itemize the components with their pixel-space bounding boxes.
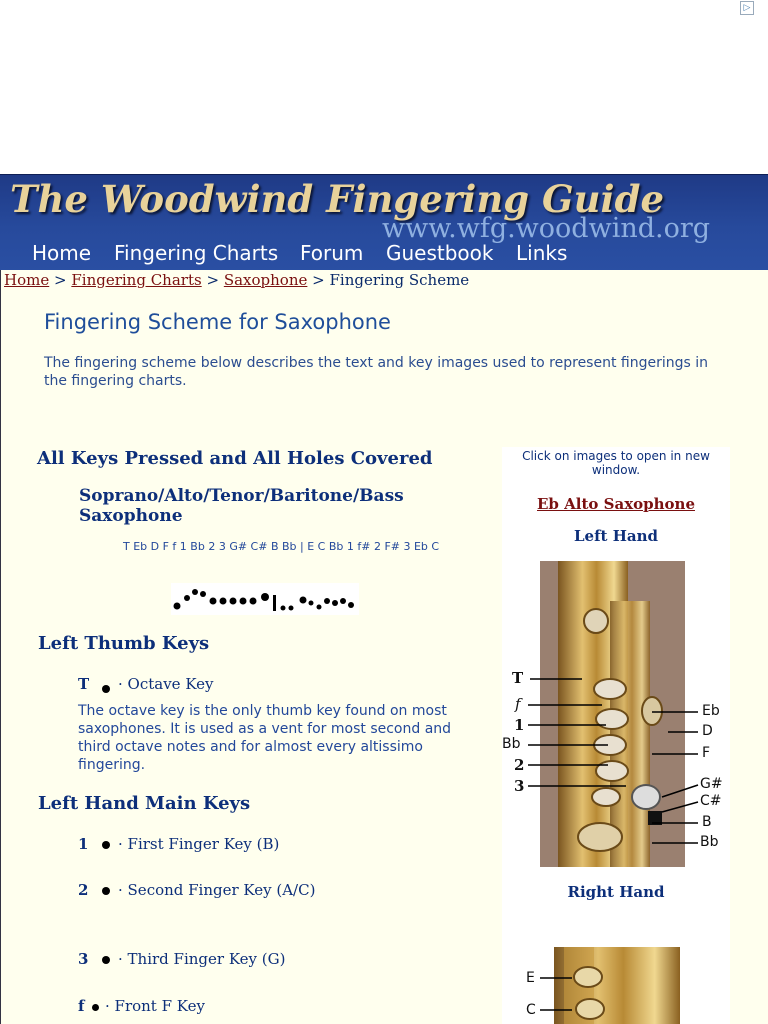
lh-label: B xyxy=(702,814,712,830)
lh-label: Bb xyxy=(502,736,521,752)
nav-forum[interactable]: Forum xyxy=(300,241,364,265)
right-hand-leader-lines xyxy=(502,967,730,1017)
key-label: 1 xyxy=(78,835,89,853)
key-first xyxy=(78,835,279,853)
page-title: Fingering Scheme for Saxophone xyxy=(44,310,391,334)
breadcrumb-separator: > xyxy=(54,271,67,289)
lh-label: f xyxy=(515,695,521,713)
key-desc: · Second Finger Key (A/C) xyxy=(118,881,316,899)
site-banner xyxy=(0,174,768,271)
rh-label: E xyxy=(526,970,535,986)
site-logo[interactable]: The Woodwind Fingering Guide xyxy=(10,177,664,221)
nav-links[interactable]: Links xyxy=(516,241,568,265)
fingering-strip-image xyxy=(171,583,359,615)
left-hand-leader-lines xyxy=(502,647,730,857)
lh-label: F xyxy=(702,745,711,761)
key-third xyxy=(78,950,285,968)
lh-label: G# xyxy=(700,776,723,792)
key-octave xyxy=(78,675,213,693)
key-second xyxy=(78,881,315,899)
lh-label: Bb xyxy=(700,834,719,850)
nav-guestbook[interactable]: Guestbook xyxy=(386,241,494,265)
key-desc: · Octave Key xyxy=(118,675,214,693)
left-hand-heading: Left Hand xyxy=(574,527,658,545)
key-dot-icon xyxy=(92,1004,99,1011)
lh-label: D xyxy=(702,723,713,739)
breadcrumb-separator: > xyxy=(206,271,220,289)
key-desc: · Front F Key xyxy=(105,997,205,1015)
breadcrumb-saxophone[interactable]: Saxophone xyxy=(223,271,308,289)
breadcrumb-current: Fingering Scheme xyxy=(329,271,470,289)
sidebar-link-alto-sax[interactable]: Eb Alto Saxophone xyxy=(537,495,695,513)
breadcrumb-separator: > xyxy=(312,271,325,289)
ad-choices-icon[interactable]: ▷ xyxy=(740,1,754,15)
lh-label: 3 xyxy=(514,777,525,795)
lh-label: C# xyxy=(700,793,722,809)
breadcrumb-home[interactable]: Home xyxy=(4,271,50,289)
lh-label: 2 xyxy=(514,756,525,774)
fingering-text: T Eb D F f 1 Bb 2 3 G# C# B Bb | E C Bb 1 f# 2 F# 3 Eb C xyxy=(123,540,440,553)
nav-fingering-charts[interactable]: Fingering Charts xyxy=(114,241,279,265)
key-dot-icon xyxy=(102,841,110,849)
sidebar-note: Click on images to open in new window. xyxy=(522,449,710,477)
rh-label: C xyxy=(526,1002,536,1018)
right-hand-heading: Right Hand xyxy=(567,883,665,901)
lh-label: 1 xyxy=(514,716,525,734)
key-front-f xyxy=(78,997,205,1015)
key-dot-icon xyxy=(102,956,110,964)
breadcrumb-fingering-charts[interactable]: Fingering Charts xyxy=(71,271,202,289)
lh-label: T xyxy=(512,669,524,687)
key-label: 3 xyxy=(78,950,89,968)
intro-text: The fingering scheme below describes the text and key images used to represent fingerings in the fingering charts. xyxy=(44,355,709,389)
key-dot-icon xyxy=(102,887,110,895)
key-label: 2 xyxy=(78,881,89,899)
heading-instruments: Soprano/Alto/Tenor/Baritone/Bass Saxophone xyxy=(79,486,404,526)
ad-area xyxy=(0,0,768,174)
octave-description: The octave key is the only thumb key found on most saxophones. It is used as a vent for most second and third octave notes and for almost every altissimo fingering. xyxy=(78,703,452,773)
lh-label: Eb xyxy=(702,703,720,719)
key-desc: · Third Finger Key (G) xyxy=(118,950,286,968)
breadcrumb xyxy=(4,271,469,289)
key-label: f xyxy=(78,997,85,1015)
heading-all-keys: All Keys Pressed and All Holes Covered xyxy=(37,448,433,469)
heading-left-hand-main: Left Hand Main Keys xyxy=(38,793,251,814)
sidebar xyxy=(502,447,730,1024)
heading-left-thumb: Left Thumb Keys xyxy=(38,633,210,654)
key-dot-icon xyxy=(102,685,110,693)
key-desc: · First Finger Key (B) xyxy=(118,835,280,853)
nav-home[interactable]: Home xyxy=(32,241,92,265)
key-label: T xyxy=(78,675,90,693)
site-url: www.wfg.woodwind.org xyxy=(382,213,711,244)
